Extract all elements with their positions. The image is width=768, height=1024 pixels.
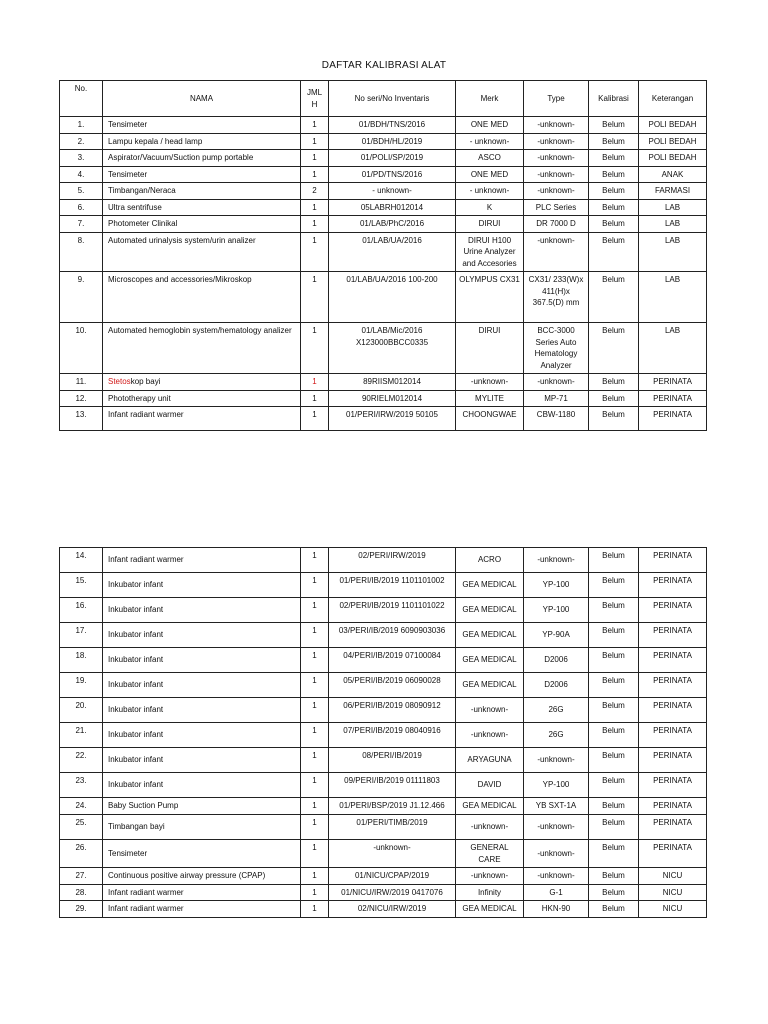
- cell-nama: Inkubator infant: [103, 673, 301, 698]
- page-title: DAFTAR KALIBRASI ALAT: [321, 60, 447, 71]
- cell-noseri: 01/LAB/UA/2016: [329, 232, 456, 272]
- cell-nama: Automated urinalysis system/urin analizer: [103, 232, 301, 272]
- table-row: [60, 150, 707, 167]
- cell-type: CX31/ 233(W)x 411(H)x 367.5(D) mm: [524, 272, 589, 323]
- cell-no: 22.: [60, 748, 103, 773]
- cell-noseri: 02/PERI/IB/2019 1101101022: [329, 598, 456, 623]
- cell-jml: 1: [301, 548, 329, 573]
- cell-jml: 1: [301, 840, 329, 868]
- cell-type: YP-100: [524, 773, 589, 798]
- cell-merk: OLYMPUS CX31: [456, 272, 524, 323]
- table-row: [60, 117, 707, 134]
- cell-no: 14.: [60, 548, 103, 573]
- cell-type: BCC-3000 Series Auto Hematology Analyzer: [524, 323, 589, 374]
- cell-nama: Lampu kepala / head lamp: [103, 133, 301, 150]
- cell-noseri: 01/NICU/CPAP/2019: [329, 868, 456, 885]
- table-row: [60, 815, 707, 840]
- table-row: [60, 232, 707, 272]
- cell-noseri: 09/PERI/IB/2019 01111803: [329, 773, 456, 798]
- cell-nama-text: kop bayi: [130, 377, 161, 386]
- cell-noseri: 01/LAB/UA/2016 100-200: [329, 272, 456, 323]
- cell-keterangan: PERINATA: [639, 598, 707, 623]
- cell-no: 17.: [60, 623, 103, 648]
- cell-merk: GEA MEDICAL: [456, 598, 524, 623]
- cell-noseri: 02/NICU/IRW/2019: [329, 901, 456, 918]
- cell-keterangan: PERINATA: [639, 840, 707, 868]
- cell-noseri: 01/BDH/HL/2019: [329, 133, 456, 150]
- cell-type: G-1: [524, 884, 589, 901]
- cell-keterangan: LAB: [639, 216, 707, 233]
- cell-keterangan: POLI BEDAH: [639, 133, 707, 150]
- cell-type: YB SXT-1A: [524, 798, 589, 815]
- cell-kalibrasi: Belum: [589, 548, 639, 573]
- calibration-table-1: [59, 80, 707, 431]
- cell-kalibrasi: Belum: [589, 216, 639, 233]
- calibration-table-2: [59, 547, 707, 918]
- cell-type: -unknown-: [524, 117, 589, 134]
- cell-no: 4.: [60, 166, 103, 183]
- cell-merk: -unknown-: [456, 868, 524, 885]
- cell-no: 28.: [60, 884, 103, 901]
- cell-nama: Inkubator infant: [103, 648, 301, 673]
- cell-no: 8.: [60, 232, 103, 272]
- cell-jml: 1: [301, 407, 329, 431]
- header-type: Type: [524, 81, 589, 117]
- cell-kalibrasi: Belum: [589, 748, 639, 773]
- cell-merk: MYLITE: [456, 390, 524, 407]
- cell-nama: Inkubator infant: [103, 573, 301, 598]
- cell-keterangan: PERINATA: [639, 798, 707, 815]
- cell-merk: ASCO: [456, 150, 524, 167]
- cell-no: 13.: [60, 407, 103, 431]
- cell-merk: K: [456, 199, 524, 216]
- cell-jml: 1: [301, 272, 329, 323]
- cell-jml: 1: [301, 199, 329, 216]
- cell-kalibrasi: Belum: [589, 166, 639, 183]
- cell-kalibrasi: Belum: [589, 598, 639, 623]
- table-row: [60, 884, 707, 901]
- cell-noseri: -unknown-: [329, 840, 456, 868]
- header-kalibrasi: Kalibrasi: [589, 81, 639, 117]
- cell-type: -unknown-: [524, 748, 589, 773]
- cell-merk: ONE MED: [456, 117, 524, 134]
- table-row: [60, 374, 707, 391]
- cell-nama: Ultra sentrifuse: [103, 199, 301, 216]
- cell-type: CBW-1180: [524, 407, 589, 431]
- table-row: [60, 407, 707, 431]
- header-keterangan: Keterangan: [639, 81, 707, 117]
- cell-nama: Automated hemoglobin system/hematology analizer: [103, 323, 301, 374]
- cell-kalibrasi: Belum: [589, 374, 639, 391]
- cell-no: 21.: [60, 723, 103, 748]
- cell-nama: Inkubator infant: [103, 723, 301, 748]
- cell-no: 12.: [60, 390, 103, 407]
- cell-jml: 1: [301, 698, 329, 723]
- cell-jml: 2: [301, 183, 329, 200]
- cell-noseri: 05/PERI/IB/2019 06090028: [329, 673, 456, 698]
- cell-kalibrasi: Belum: [589, 798, 639, 815]
- table-row: [60, 323, 707, 374]
- cell-no: 9.: [60, 272, 103, 323]
- cell-noseri: 08/PERI/IB/2019: [329, 748, 456, 773]
- cell-merk: GEA MEDICAL: [456, 673, 524, 698]
- table-row: [60, 216, 707, 233]
- cell-keterangan: FARMASI: [639, 183, 707, 200]
- cell-no: 1.: [60, 117, 103, 134]
- cell-keterangan: PERINATA: [639, 748, 707, 773]
- cell-jml: 1: [301, 133, 329, 150]
- cell-kalibrasi: Belum: [589, 232, 639, 272]
- cell-type: -unknown-: [524, 183, 589, 200]
- cell-keterangan: LAB: [639, 323, 707, 374]
- table-row: [60, 573, 707, 598]
- cell-no: 7.: [60, 216, 103, 233]
- cell-type: -unknown-: [524, 150, 589, 167]
- cell-nama: Infant radiant warmer: [103, 884, 301, 901]
- cell-nama: Inkubator infant: [103, 698, 301, 723]
- cell-noseri: 01/PERI/BSP/2019 J1.12.466: [329, 798, 456, 815]
- cell-no: 10.: [60, 323, 103, 374]
- cell-keterangan: PERINATA: [639, 623, 707, 648]
- cell-nama: Continuous positive airway pressure (CPAP): [103, 868, 301, 885]
- cell-kalibrasi: Belum: [589, 150, 639, 167]
- cell-merk: - unknown-: [456, 183, 524, 200]
- cell-nama: Tensimeter: [103, 840, 301, 868]
- cell-keterangan: POLI BEDAH: [639, 117, 707, 134]
- cell-type: 26G: [524, 723, 589, 748]
- cell-no: 6.: [60, 199, 103, 216]
- cell-jml: 1: [301, 901, 329, 918]
- cell-merk: ONE MED: [456, 166, 524, 183]
- cell-kalibrasi: Belum: [589, 407, 639, 431]
- table-row: [60, 798, 707, 815]
- cell-jml: 1: [301, 884, 329, 901]
- cell-nama: Timbangan bayi: [103, 815, 301, 840]
- cell-kalibrasi: Belum: [589, 390, 639, 407]
- cell-type: PLC Series: [524, 199, 589, 216]
- cell-kalibrasi: Belum: [589, 133, 639, 150]
- cell-merk: -unknown-: [456, 698, 524, 723]
- cell-kalibrasi: Belum: [589, 183, 639, 200]
- cell-type: 26G: [524, 698, 589, 723]
- cell-nama-highlight: Stetos: [108, 377, 131, 386]
- cell-noseri: 05LABRH012014: [329, 199, 456, 216]
- cell-keterangan: PERINATA: [639, 723, 707, 748]
- cell-nama: Phototherapy unit: [103, 390, 301, 407]
- cell-kalibrasi: Belum: [589, 773, 639, 798]
- cell-no: 26.: [60, 840, 103, 868]
- cell-jml: 1: [301, 598, 329, 623]
- cell-no: 5.: [60, 183, 103, 200]
- cell-nama: Inkubator infant: [103, 623, 301, 648]
- cell-nama: Infant radiant warmer: [103, 901, 301, 918]
- cell-type: -unknown-: [524, 868, 589, 885]
- cell-keterangan: NICU: [639, 901, 707, 918]
- cell-keterangan: PERINATA: [639, 548, 707, 573]
- table-row: [60, 773, 707, 798]
- cell-jml: 1: [301, 573, 329, 598]
- cell-no: 27.: [60, 868, 103, 885]
- cell-type: -unknown-: [524, 232, 589, 272]
- cell-type: -unknown-: [524, 166, 589, 183]
- table-row: [60, 748, 707, 773]
- cell-noseri: 06/PERI/IB/2019 08090912: [329, 698, 456, 723]
- cell-noseri: 01/PERI/IRW/2019 50105: [329, 407, 456, 431]
- cell-keterangan: POLI BEDAH: [639, 150, 707, 167]
- cell-noseri: 01/NICU/IRW/2019 0417076: [329, 884, 456, 901]
- cell-nama: Inkubator infant: [103, 748, 301, 773]
- table-row: [60, 166, 707, 183]
- cell-jml: 1: [301, 648, 329, 673]
- cell-no: 3.: [60, 150, 103, 167]
- cell-jml: 1: [301, 748, 329, 773]
- cell-noseri: 90RIELM012014: [329, 390, 456, 407]
- cell-jml: 1: [301, 117, 329, 134]
- table-row: [60, 868, 707, 885]
- cell-jml: 1: [301, 216, 329, 233]
- cell-keterangan: PERINATA: [639, 648, 707, 673]
- cell-jml: 1: [301, 390, 329, 407]
- cell-type: YP-100: [524, 598, 589, 623]
- cell-keterangan: PERINATA: [639, 815, 707, 840]
- cell-type: -unknown-: [524, 840, 589, 868]
- cell-keterangan: LAB: [639, 272, 707, 323]
- table-row: [60, 183, 707, 200]
- cell-nama: Timbangan/Neraca: [103, 183, 301, 200]
- cell-no: 19.: [60, 673, 103, 698]
- cell-noseri: 04/PERI/IB/2019 07100084: [329, 648, 456, 673]
- cell-jml: 1: [301, 723, 329, 748]
- cell-no: 20.: [60, 698, 103, 723]
- cell-noseri: 01/PERI/IB/2019 1101101002: [329, 573, 456, 598]
- cell-nama: Inkubator infant: [103, 773, 301, 798]
- cell-jml: 1: [301, 673, 329, 698]
- table-row: [60, 840, 707, 868]
- cell-nama: Infant radiant warmer: [103, 548, 301, 573]
- table-row: [60, 199, 707, 216]
- cell-no: 2.: [60, 133, 103, 150]
- cell-noseri: 03/PERI/IB/2019 6090903036: [329, 623, 456, 648]
- cell-type: D2006: [524, 673, 589, 698]
- cell-kalibrasi: Belum: [589, 573, 639, 598]
- cell-merk: ACRO: [456, 548, 524, 573]
- cell-kalibrasi: Belum: [589, 815, 639, 840]
- cell-jml: 1: [301, 815, 329, 840]
- cell-keterangan: PERINATA: [639, 698, 707, 723]
- cell-merk: ARYAGUNA: [456, 748, 524, 773]
- table-row: [60, 623, 707, 648]
- header-noseri: No seri/No Inventaris: [329, 81, 456, 117]
- cell-merk: DIRUI H100 Urine Analyzer and Accesories: [456, 232, 524, 272]
- cell-keterangan: PERINATA: [639, 390, 707, 407]
- table-row: [60, 272, 707, 323]
- cell-type: -unknown-: [524, 133, 589, 150]
- cell-keterangan: NICU: [639, 868, 707, 885]
- cell-jml: 1: [301, 623, 329, 648]
- cell-noseri: 01/LAB/PhC/2016: [329, 216, 456, 233]
- cell-type: HKN-90: [524, 901, 589, 918]
- cell-nama: [103, 374, 301, 391]
- cell-merk: GEA MEDICAL: [456, 623, 524, 648]
- cell-noseri: 02/PERI/IRW/2019: [329, 548, 456, 573]
- cell-kalibrasi: Belum: [589, 868, 639, 885]
- cell-merk: DIRUI: [456, 323, 524, 374]
- table-row: [60, 548, 707, 573]
- cell-kalibrasi: Belum: [589, 199, 639, 216]
- cell-noseri: 01/POLI/SP/2019: [329, 150, 456, 167]
- cell-no: 11.: [60, 374, 103, 391]
- header-row: [60, 81, 707, 117]
- cell-no: 25.: [60, 815, 103, 840]
- cell-nama: Baby Suction Pump: [103, 798, 301, 815]
- cell-no: 16.: [60, 598, 103, 623]
- cell-jml: 1: [301, 773, 329, 798]
- table-row: [60, 673, 707, 698]
- cell-merk: GEA MEDICAL: [456, 573, 524, 598]
- cell-keterangan: PERINATA: [639, 673, 707, 698]
- cell-noseri: 89RIISM012014: [329, 374, 456, 391]
- cell-no: 23.: [60, 773, 103, 798]
- cell-keterangan: PERINATA: [639, 374, 707, 391]
- cell-type: D2006: [524, 648, 589, 673]
- cell-type: YP-100: [524, 573, 589, 598]
- cell-type: -unknown-: [524, 548, 589, 573]
- cell-type: -unknown-: [524, 374, 589, 391]
- cell-keterangan: ANAK: [639, 166, 707, 183]
- cell-merk: -unknown-: [456, 815, 524, 840]
- cell-kalibrasi: Belum: [589, 673, 639, 698]
- cell-kalibrasi: Belum: [589, 723, 639, 748]
- cell-kalibrasi: Belum: [589, 272, 639, 323]
- cell-merk: DIRUI: [456, 216, 524, 233]
- cell-nama: Aspirator/Vacuum/Suction pump portable: [103, 150, 301, 167]
- cell-jml: 1: [301, 323, 329, 374]
- cell-no: 18.: [60, 648, 103, 673]
- cell-keterangan: PERINATA: [639, 773, 707, 798]
- cell-merk: CHOONGWAE: [456, 407, 524, 431]
- cell-merk: GEA MEDICAL: [456, 798, 524, 815]
- cell-type: YP-90A: [524, 623, 589, 648]
- header-no: No.: [60, 81, 103, 117]
- cell-nama: Tensimeter: [103, 117, 301, 134]
- cell-nama: Tensimeter: [103, 166, 301, 183]
- cell-jml: 1: [301, 232, 329, 272]
- cell-nama: Photometer Clinikal: [103, 216, 301, 233]
- cell-keterangan: LAB: [639, 232, 707, 272]
- cell-noseri: 01/PERI/TIMB/2019: [329, 815, 456, 840]
- table-row: [60, 648, 707, 673]
- table-row: [60, 698, 707, 723]
- table-row: [60, 598, 707, 623]
- header-jml: JML H: [301, 81, 329, 117]
- cell-merk: GENERAL CARE: [456, 840, 524, 868]
- cell-noseri: 01/PD/TNS/2016: [329, 166, 456, 183]
- cell-kalibrasi: Belum: [589, 323, 639, 374]
- cell-nama: Inkubator infant: [103, 598, 301, 623]
- cell-no: 15.: [60, 573, 103, 598]
- cell-jml: 1: [301, 868, 329, 885]
- cell-kalibrasi: Belum: [589, 698, 639, 723]
- cell-jml: 1: [301, 150, 329, 167]
- cell-merk: DAVID: [456, 773, 524, 798]
- cell-merk: - unknown-: [456, 133, 524, 150]
- cell-type: MP-71: [524, 390, 589, 407]
- cell-merk: -unknown-: [456, 723, 524, 748]
- cell-noseri: - unknown-: [329, 183, 456, 200]
- cell-kalibrasi: Belum: [589, 884, 639, 901]
- cell-merk: GEA MEDICAL: [456, 901, 524, 918]
- cell-kalibrasi: Belum: [589, 117, 639, 134]
- cell-keterangan: PERINATA: [639, 573, 707, 598]
- table-row: [60, 901, 707, 918]
- table-row: [60, 390, 707, 407]
- cell-keterangan: NICU: [639, 884, 707, 901]
- cell-keterangan: LAB: [639, 199, 707, 216]
- cell-keterangan: PERINATA: [639, 407, 707, 431]
- header-merk: Merk: [456, 81, 524, 117]
- cell-kalibrasi: Belum: [589, 648, 639, 673]
- cell-kalibrasi: Belum: [589, 623, 639, 648]
- cell-noseri: 01/BDH/TNS/2016: [329, 117, 456, 134]
- cell-jml: 1: [301, 166, 329, 183]
- cell-type: -unknown-: [524, 815, 589, 840]
- cell-merk: Infinity: [456, 884, 524, 901]
- cell-jml: 1: [301, 374, 329, 391]
- cell-no: 29.: [60, 901, 103, 918]
- cell-noseri: 01/LAB/Mic/2016 X123000BBCC0335: [329, 323, 456, 374]
- cell-jml: 1: [301, 798, 329, 815]
- cell-noseri: 07/PERI/IB/2019 08040916: [329, 723, 456, 748]
- cell-nama: Infant radiant warmer: [103, 407, 301, 431]
- table-row: [60, 723, 707, 748]
- cell-merk: GEA MEDICAL: [456, 648, 524, 673]
- table-row: [60, 133, 707, 150]
- cell-kalibrasi: Belum: [589, 840, 639, 868]
- cell-nama: Microscopes and accessories/Mikroskop: [103, 272, 301, 323]
- cell-type: DR 7000 D: [524, 216, 589, 233]
- cell-no: 24.: [60, 798, 103, 815]
- cell-merk: -unknown-: [456, 374, 524, 391]
- header-nama: NAMA: [103, 81, 301, 117]
- cell-kalibrasi: Belum: [589, 901, 639, 918]
